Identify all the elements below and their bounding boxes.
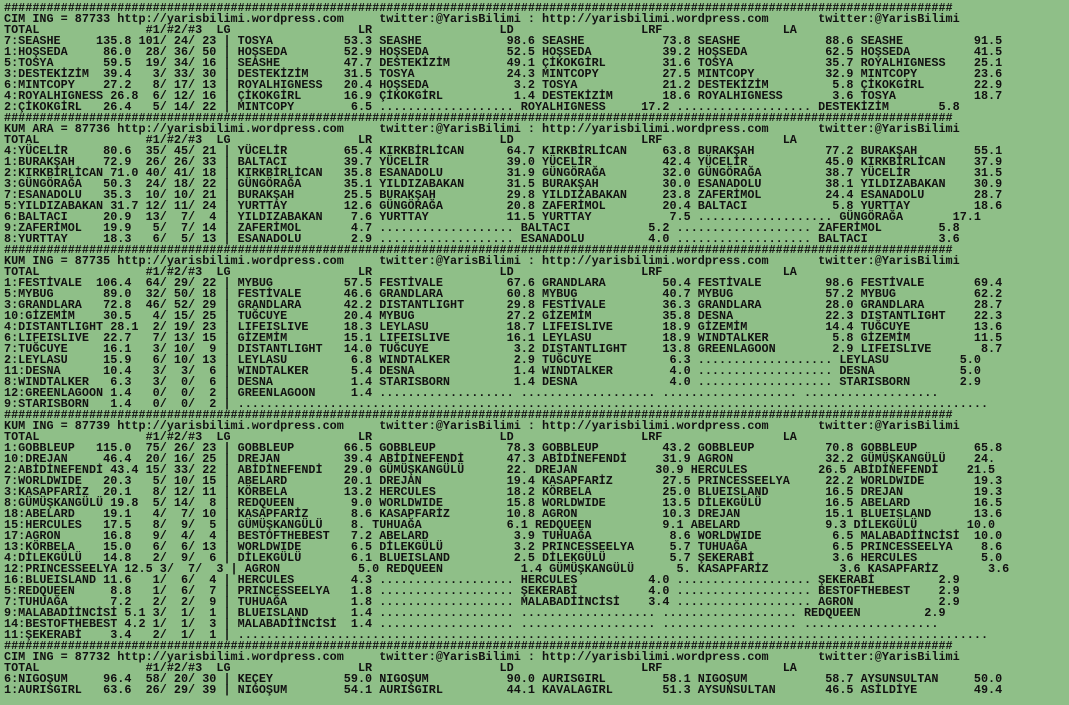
result-row: 3:GÜNGÖRAĞA 50.3 24/ 18/ 22 | GÜNGÖRAĞA 35.1 YILDIZABAKAN 31.5 BURAKŞAH 30.0 ESANADOLU 38.1 YILDIZABAKAN 30.9 bbox=[4, 177, 1003, 191]
result-row: 1:HOŞSEDA 86.0 28/ 36/ 50 | HOŞSEDA 52.9 HOŞSEDA 52.5 HOŞSEDA 39.2 HOŞSEDA 62.5 HOŞSEDA 41.5 bbox=[4, 45, 1003, 59]
result-row: 1:AURISGIRL 63.6 26/ 29/ 39 | NIGOŞUM 54.1 AURISGIRL 44.1 KAVALAGIRL 51.3 AYSUNSULTAN 46.5 ASİLDİYE 49.4 bbox=[4, 683, 1003, 697]
separator-line: ###################################################################################################################################### bbox=[4, 639, 953, 653]
result-row: 3:GRANDLARA 72.8 46/ 52/ 29 | GRANDLARA 42.2 DISTANTLIGHT 29.8 FESTİVALE 36.3 GRANDLARA 28.0 GRANDLARA 28.7 bbox=[4, 298, 1003, 312]
result-row: 8:WINDTALKER 6.3 3/ 0/ 6 | DESNA 1.4 STARISBORN 1.4 DESNA 4.0 ................... STARISBORN 2.9 bbox=[4, 375, 981, 389]
race-header-line: CIM ING = 87733 http://yarisbilimi.wordpress.com twitter:@YarisBilimi : http://yarisbilimi.wordpress.com twitter:@YarisBilimi bbox=[4, 12, 960, 26]
result-row: 1:BURAKŞAH 72.9 26/ 26/ 33 | BALTACI 39.7 YÜCELİR 39.0 YÜCELİR 42.4 YÜCELİR 45.0 KIRKBİRLİCAN 37.9 bbox=[4, 155, 1003, 169]
race-header-line: KUM ING = 87739 http://yarisbilimi.wordpress.com twitter:@YarisBilimi : http://yarisbilimi.wordpress.com twitter:@YarisBilimi bbox=[4, 419, 960, 433]
result-row: 5:TOSYA 59.5 19/ 34/ 16 | SEASHE 47.7 DESTEKİZİM 49.1 ÇİKOKGİRL 31.6 TOSYA 35.7 ROYALHIGNESS 25.1 bbox=[4, 56, 1003, 70]
column-header-line: TOTAL #1/#2/#3 LG LR LD LRF LA bbox=[4, 133, 797, 147]
result-row: 12:PRINCESSEELYA 12.5 3/ 7/ 3 | AGRON 5.0 REDQUEEN 1.4 GÜMÜŞKANGÜLÜ 5. KASAPFARİZ 3.6 KASAPFARİZ 3.6 bbox=[4, 562, 1010, 576]
result-row: 6:NIGOŞUM 96.4 58/ 20/ 30 | KEÇEY 59.0 NIGOŞUM 90.0 AURISGIRL 58.1 NIGOŞUM 58.7 AYSUNSULTAN 50.0 bbox=[4, 672, 1003, 686]
column-header-line: TOTAL #1/#2/#3 LG LR LD LRF LA bbox=[4, 23, 797, 37]
result-row: 9:MALABADİİNCİSİ 5.1 3/ 1/ 1 | BLUEISLAND 1.4 ................... ................... ................... REDQUEEN 2.9 bbox=[4, 606, 946, 620]
column-header-line: TOTAL #1/#2/#3 LG LR LD LRF LA bbox=[4, 661, 797, 675]
separator-line: ###################################################################################################################################### bbox=[4, 408, 953, 422]
result-row: 1:FESTİVALE 106.4 64/ 29/ 22 | MYBUG 57.5 FESTİVALE 67.6 GRANDLARA 50.4 FESTİVALE 98.6 FESTİVALE 69.4 bbox=[4, 276, 1003, 290]
result-row: 5:MYBUG 89.0 32/ 50/ 18 | FESTİVALE 46.6 GRANDLARA 60.8 MYBUG 40.7 MYBUG 57.2 MYBUG 62.2 bbox=[4, 287, 1003, 301]
result-row: 5:REDQUEEN 8.8 1/ 6/ 7 | PRINCESSEELYA 1.8 ................... ŞEKERABİ 4.0 ................... BESTOFTHEBEST 2.9 bbox=[4, 584, 960, 598]
result-row: 3:DESTEKİZİM 39.4 3/ 33/ 30 | DESTEKİZİM 31.5 TOSYA 24.3 MINTCOPY 27.5 MINTCOPY 32.9 MINTCOPY 23.6 bbox=[4, 67, 1003, 81]
result-row: 6:MINTCOPY 27.2 8/ 17/ 13 | ROYALHIGNESS 20.4 HOŞSEDA 3.2 TOSYA 21.2 DESTEKİZİM 5.8 ÇİKOKGİRL 22.9 bbox=[4, 78, 1003, 92]
result-row: 8:GÜMÜŞKANGÜLÜ 19.8 5/ 14/ 8 | REDQUEEN 9.0 WORLDWIDE 15.8 WORLDWIDE 13.5 DİLEKGÜLÜ 16.5 ABELARD 16.5 bbox=[4, 496, 1003, 510]
result-row: 4:YÜCELİR 80.6 35/ 45/ 21 | YÜCELİR 65.4 KIRKBİRLİCAN 64.7 KIRKBİRLİCAN 63.8 BURAKŞAH 77.2 BURAKŞAH 55.1 bbox=[4, 144, 1003, 158]
result-row: 4:DISTANTLIGHT 28.1 2/ 19/ 23 | LIFEISLIVE 18.3 LEYLASU 18.7 LIFEISLIVE 18.9 GİZEMİM 14.4 TUĞCUYE 13.6 bbox=[4, 320, 1003, 334]
result-row: 13:KÖRBELA 15.0 6/ 6/ 13 | WORLDWIDE 6.5 DİLEKGÜLÜ 3.2 PRINCESSEELYA 5.7 TUHUAĞA 6.5 PRINCESSEELYA 8.6 bbox=[4, 540, 1003, 554]
result-row: 6:LIFEISLIVE 22.7 7/ 13/ 15 | GİZEMİM 15.1 LIFEISLIVE 16.1 LEYLASU 18.9 WINDTALKER 5.8 GİZEMİM 11.5 bbox=[4, 331, 1003, 345]
result-row: 15:HERCULES 17.5 8/ 9/ 5 | GÜMÜŞKANGÜLÜ 8. TUHUAĞA 6.1 REDQUEEN 9.1 ABELARD 9.3 DİLEKGÜLÜ 10.0 bbox=[4, 518, 996, 532]
result-row: 2:ABİDİNEFENDİ 43.4 15/ 33/ 22 | ABİDİNEFENDİ 29.0 GÜMÜŞKANGÜLÜ 22. DREJAN 30.9 HERCULES 26.5 ABİDİNEFENDİ 21.5 bbox=[4, 463, 996, 477]
result-row: 5:YILDIZABAKAN 31.7 12/ 11/ 24 | YURTTAY 12.6 GÜNGÖRAĞA 20.8 ZAFERİMOL 20.4 BALTACI 5.8 YURTTAY 18.6 bbox=[4, 199, 1003, 213]
race-header-line: CIM ING = 87732 http://yarisbilimi.wordpress.com twitter:@YarisBilimi : http://yarisbilimi.wordpress.com twitter:@YarisBilimi bbox=[4, 650, 960, 664]
result-row: 9:STARISBORN 1.4 0/ 0/ 2 | .......................................................................................................... bbox=[4, 397, 989, 411]
result-row: 16:BLUEISLAND 11.6 1/ 6/ 4 | HERCULES 4.3 ................... HERCULES 4.0 ................... ŞEKERABİ 2.9 bbox=[4, 573, 960, 587]
result-row: 2:ÇİKOKGİRL 26.4 5/ 14/ 22 | MINTCOPY 6.5 ................... ROYALHIGNESS 17.2 ................... DESTEKİZİM 5.8 bbox=[4, 100, 960, 114]
result-row: 7:WORLDWIDE 20.3 5/ 10/ 15 | ABELARD 20.1 DREJAN 19.4 KASAPFARİZ 27.5 PRINCESSEELYA 22.2 WORLDWIDE 19.3 bbox=[4, 474, 1003, 488]
result-row: 17:AGRON 16.8 9/ 4/ 4 | BESTOFTHEBEST 7.2 ABELARD 3.9 TUHUAĞA 8.6 WORLDWIDE 6.5 MALABADİİNCİSİ 10.0 bbox=[4, 529, 1003, 543]
result-row: 7:SEASHE 135.8 101/ 24/ 23 | TOSYA 53.3 SEASHE 98.6 SEASHE 73.8 SEASHE 88.6 SEASHE 91.5 bbox=[4, 34, 1003, 48]
result-row: 7:TUHUAĞA 7.2 2/ 2/ 9 | TUHUAĞA 1.8 ................... MALABADİİNCİSİ 3.4 ................... AGRON 2.9 bbox=[4, 595, 960, 609]
result-row: 12:GREENLAGOON 1.4 0/ 0/ 2 | GREENLAGOON 1.4 ................... ................... ................... ................... bbox=[4, 386, 939, 400]
result-row: 9:ZAFERİMOL 19.9 5/ 7/ 14 | ZAFERİMOL 4.7 ................... BALTACI 5.2 ................... ZAFERİMOL 5.8 bbox=[4, 221, 960, 235]
result-row: 4:DİLEKGÜLÜ 14.8 2/ 9/ 6 | DİLEKGÜLÜ 6.1 BLUEISLAND 2.5 DİLEKGÜLÜ 5.7 ŞEKERABİ 3.6 HERCULES 5.0 bbox=[4, 551, 1003, 565]
separator-line: ###################################################################################################################################### bbox=[4, 111, 953, 125]
race-header-line: KUM ING = 87735 http://yarisbilimi.wordpress.com twitter:@YarisBilimi : http://yarisbilimi.wordpress.com twitter:@YarisBilimi bbox=[4, 254, 960, 268]
result-row: 3:KASAPFARİZ 20.1 8/ 12/ 11 | KÖRBELA 13.2 HERCULES 18.2 KÖRBELA 25.0 BLUEISLAND 16.5 DREJAN 19.3 bbox=[4, 485, 1003, 499]
result-row: 6:BALTACI 20.9 13/ 7/ 4 | YILDIZABAKAN 7.6 YURTTAY 11.5 YURTTAY 7.5 ................... GÜNGÖRAĞA 17.1 bbox=[4, 210, 981, 224]
column-header-line: TOTAL #1/#2/#3 LG LR LD LRF LA bbox=[4, 265, 797, 279]
column-header-line: TOTAL #1/#2/#3 LG LR LD LRF LA bbox=[4, 430, 797, 444]
result-row: 7:ESANADOLU 35.3 10/ 10/ 21 | BURAKŞAH 25.5 BURAKŞAH 29.8 YILDIZABAKAN 23.8 ZAFERİMOL 24.4 ESANADOLU 28.7 bbox=[4, 188, 1003, 202]
separator-line: ###################################################################################################################################### bbox=[4, 1, 953, 15]
result-row: 7:TUĞCUYE 16.1 3/ 10/ 9 | DISTANTLIGHT 14.0 TUĞCUYE 3.2 DISTANTLIGHT 13.8 GREENLAGOON 2.9 LIFEISLIVE 8.7 bbox=[4, 342, 1003, 356]
result-row: 14:BESTOFTHEBEST 4.2 1/ 1/ 3 | MALABADİİNCİSİ 1.4 ................... ................... ................... ................... bbox=[4, 617, 939, 631]
result-row: 1:GOBBLEUP 115.0 75/ 26/ 23 | GOBBLEUP 66.5 GOBBLEUP 78.3 GOBBLEUP 43.2 GOBBLEUP 70.8 GOBBLEUP 65.8 bbox=[4, 441, 1003, 455]
result-row: 11:DESNA 10.4 3/ 3/ 6 | WINDTALKER 5.4 DESNA 1.4 WINDTALKER 4.0 ................... DESNA 5.0 bbox=[4, 364, 981, 378]
separator-line: ###################################################################################################################################### bbox=[4, 243, 953, 257]
race-header-line: KUM ARA = 87736 http://yarisbilimi.wordpress.com twitter:@YarisBilimi : http://yarisbilimi.wordpress.com twitter:@YarisBilimi bbox=[4, 122, 960, 136]
result-row: 11:ŞEKERABİ 3.4 2/ 1/ 1 | .......................................................................................................... bbox=[4, 628, 989, 642]
result-row: 2:LEYLASU 15.9 6/ 10/ 13 | LEYLASU 6.8 WINDTALKER 2.9 TUĞCUYE 6.3 ................... LEYLASU 5.0 bbox=[4, 353, 981, 367]
result-row: 2:KIRKBİRLİCAN 71.0 40/ 41/ 18 | KIRKBİRLİCAN 35.8 ESANADOLU 31.9 GÜNGÖRAĞA 32.0 GÜNGÖRAĞA 38.7 YÜCELİR 31.5 bbox=[4, 166, 1003, 180]
result-row: 8:YURTTAY 18.3 6/ 5/ 13 | ESANADOLU 2.9 ................... ESANADOLU 4.0 ................... BALTACI 3.6 bbox=[4, 232, 960, 246]
result-row: 4:ROYALHIGNESS 26.8 6/ 12/ 16 | ÇİKOKGİRL 16.9 ÇİKOKGİRL 1.4 DESTEKİZİM 18.6 ROYALHIGNESS 3.6 TOSYA 18.7 bbox=[4, 89, 1003, 103]
result-row: 10:GİZEMİM 30.5 4/ 15/ 25 | TUĞCUYE 20.4 MYBUG 27.2 GİZEMİM 35.8 DESNA 22.3 DISTANTLIGHT 22.3 bbox=[4, 309, 1003, 323]
result-row: 18:ABELARD 19.1 4/ 7/ 10 | KASAPFARİZ 8.6 KASAPFARİZ 10.8 AGRON 10.3 DREJAN 15.1 BLUEISLAND 13.6 bbox=[4, 507, 1003, 521]
result-row: 10:DREJAN 46.4 20/ 16/ 25 | DREJAN 39.4 ABİDİNEFENDİ 47.3 ABİDİNEFENDİ 31.9 AGRON 32.2 GÜMÜŞKANGÜLÜ 24. bbox=[4, 452, 996, 466]
